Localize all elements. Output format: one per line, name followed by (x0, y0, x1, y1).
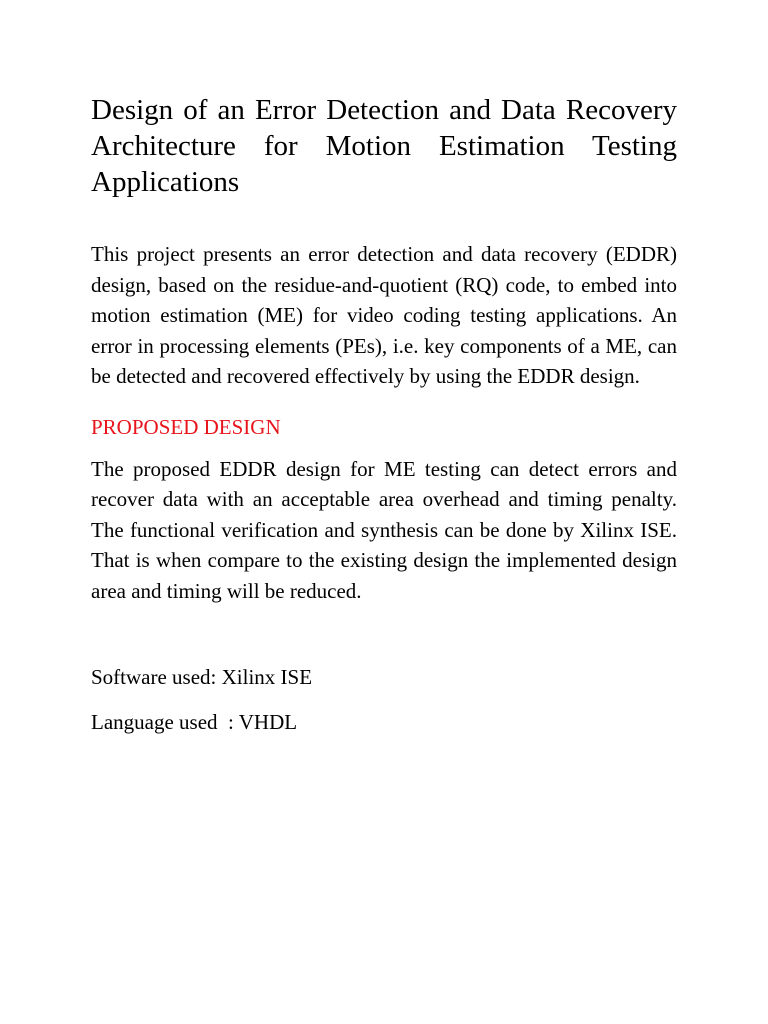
proposed-design-paragraph: The proposed EDDR design for ME testing can detect errors and recover data with an acceptable area overhead and timing penalty. The functional verification and synthesis can be done by Xilinx ISE. That is when compare to the existing design the implemented design area and timing will be reduced. (91, 456, 677, 603)
document-title: Design of an Error Detection and Data Recovery Architecture for Motion Estimation Testing Applications (91, 94, 677, 198)
abstract-paragraph: This project presents an error detection and data recovery (EDDR) design, based on the residue-and-quotient (RQ) code, to embed into motion estimation (ME) for video coding testing applications. An error in processing elements (PEs), i.e. key components of a ME, can be detected and recovered effectively by using the EDDR design. (91, 242, 677, 388)
section-heading-proposed-design: PROPOSED DESIGN (91, 414, 281, 439)
language-used-line: Language used : VHDL (91, 710, 298, 734)
document-page (91, 92, 677, 737)
software-used-line: Software used: Xilinx ISE (91, 665, 313, 689)
